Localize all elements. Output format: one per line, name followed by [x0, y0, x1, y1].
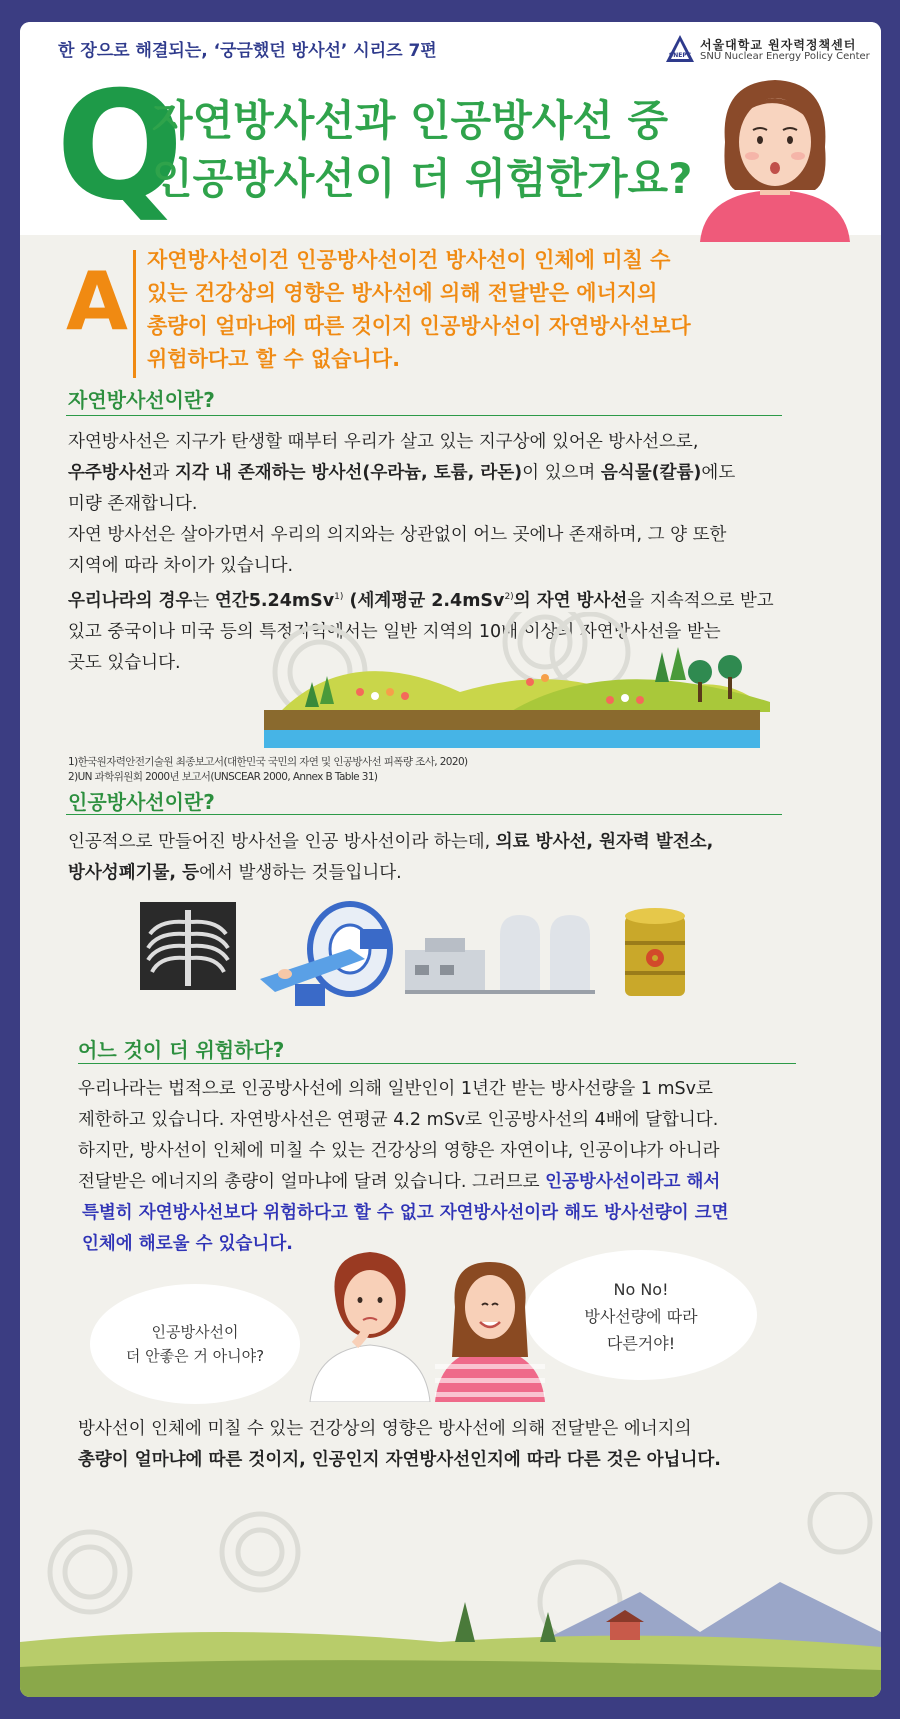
radioactive-barrel-icon: [620, 906, 690, 1006]
artificial-heading: 인공방사선이란?: [68, 790, 215, 814]
natural-line-8: 곳도 있습니다.: [68, 652, 181, 673]
question-line-2: 인공방사선이 더 위험한가요?: [152, 154, 693, 203]
artificial-line-2: 방사성폐기물, 등에서 발생하는 것들입니다.: [68, 863, 402, 883]
snepc-logo: [665, 34, 870, 66]
conclusion: [78, 1414, 868, 1476]
q-letter: Q: [56, 60, 184, 234]
bottom-landscape-illustration: [20, 1492, 881, 1697]
right-bubble-line-2: 방사선량에 따라: [584, 1307, 698, 1326]
infographic-card: [20, 22, 881, 1697]
natural-heading: 자연방사선이란?: [68, 388, 215, 412]
nuclear-plant-illustration: [405, 910, 605, 995]
natural-line-6: 우리나라의 경우는 연간5.24mSv$^{1)}$ (세계평균 2.4mSv$^{2)}$의 자연 방사선을 지속적으로 받고: [68, 590, 774, 611]
danger-line-5: 특별히 자연방사선보다 위험하다고 할 수 없고 자연방사선이라 해도 방사선량이 크면: [82, 1203, 729, 1223]
natural-line-3: 미량 존재합니다.: [68, 494, 198, 514]
artificial-body: [68, 827, 848, 889]
smiling-woman-illustration: [430, 1262, 550, 1402]
natural-line-7: 있고 중국이나 미국 등의 특정지역에서는 일반 지역의 10배 이상의 자연방사선을 받는: [68, 621, 721, 642]
a-letter: A: [66, 255, 128, 348]
natural-line-1: 자연방사선은 지구가 탄생할 때부터 우리가 살고 있는 지구상에 있어온 방사선으로,: [68, 432, 699, 452]
answer-line-3: 총량이 얼마냐에 따른 것이지 인공방사선이 자연방사선보다: [147, 314, 691, 338]
right-bubble-line-1: No No!: [613, 1280, 669, 1299]
footnote-2: 2)UN 과학위원회 2000년 보고서(UNSCEAR 2000, Annex B Table 31): [68, 771, 378, 783]
left-speech-bubble: [90, 1284, 300, 1404]
danger-body: [78, 1074, 858, 1260]
logo-mark-icon: [665, 34, 695, 64]
artificial-line-1: 인공적으로 만들어진 방사선을 인공 방사선이라 하는데, 의료 방사선, 원자력 발전소,: [68, 832, 714, 852]
right-bubble-line-3: 다른거야!: [606, 1334, 676, 1353]
danger-line-2: 제한하고 있습니다. 자연방사선은 연평균 4.2 mSv로 인공방사선의 4배에 달합니다.: [78, 1110, 719, 1130]
natural-line-4: 자연 방사선은 살아가면서 우리의 의지와는 상관없이 어느 곳에나 존재하며, 그 양 또한: [68, 525, 727, 545]
danger-line-6: 인체에 해로울 수 있습니다.: [82, 1234, 293, 1254]
answer-text: [147, 244, 867, 376]
answer-line-4: 위험하다고 할 수 없습니다.: [147, 347, 401, 371]
danger-line-3: 하지만, 방사선이 인체에 미칠 수 있는 건강상의 영향은 자연이냐, 인공이냐가 아니라: [78, 1141, 720, 1161]
natural-rule: [66, 415, 782, 416]
danger-rule: [78, 1063, 796, 1064]
danger-line-4: 전달받은 에너지의 총량이 얼마냐에 달려 있습니다. 그러므로 인공방사선이라고 해서: [78, 1172, 721, 1192]
answer-divider: [133, 250, 136, 378]
natural-landscape-illustration: [260, 612, 780, 772]
woman-illustration: [680, 72, 870, 242]
natural-line-2: 우주방사선과 지각 내 존재하는 방사선(우라늄, 토륨, 라돈)이 있으며 음식물(칼륨)에도: [68, 463, 736, 483]
left-bubble-line-1: 인공방사선이: [151, 1323, 239, 1341]
conclusion-line-2: 총량이 얼마냐에 따른 것이지, 인공인지 자연방사선인지에 따라 다른 것은 아닙니다.: [78, 1450, 721, 1470]
header-area: [20, 22, 881, 235]
conclusion-line-1: 방사선이 인체에 미칠 수 있는 건강상의 영향은 방사선에 의해 전달받은 에너지의: [78, 1419, 692, 1439]
danger-heading: 어느 것이 더 위험하다?: [78, 1038, 285, 1062]
ct-scanner-illustration: [255, 894, 405, 1014]
xray-illustration: [140, 902, 240, 994]
logo-korean-name: 서울대학교 원자력정책센터: [700, 38, 857, 52]
answer-line-2: 있는 건강상의 영향은 방사선에 의해 전달받은 에너지의: [147, 281, 658, 305]
danger-line-1: 우리나라는 법적으로 인공방사선에 의해 일반인이 1년간 받는 방사선량을 1 mSv로: [78, 1079, 713, 1099]
footnote-1: 1)한국원자력안전기술원 최종보고서(대한민국 국민의 자연 및 인공방사선 피폭량 조사, 2020): [68, 756, 468, 768]
question-line-1: 자연방사선과 인공방사선 중: [152, 96, 669, 145]
question-title: [152, 92, 692, 208]
artificial-rule: [66, 814, 782, 815]
right-speech-bubble: [525, 1250, 757, 1380]
series-title: 한 장으로 해결되는, ‘궁금했던 방사선’ 시리즈 7편: [58, 41, 437, 61]
answer-line-1: 자연방사선이건 인공방사선이건 방사선이 인체에 미칠 수: [147, 248, 671, 272]
svg-text:SNEPC: SNEPC: [668, 52, 692, 59]
natural-line-5: 지역에 따라 차이가 있습니다.: [68, 556, 294, 576]
doubtful-woman-illustration: [300, 1250, 440, 1402]
logo-english-name: SNU Nuclear Energy Policy Center: [700, 51, 870, 62]
left-bubble-line-2: 더 안좋은 거 아니야?: [125, 1347, 265, 1365]
